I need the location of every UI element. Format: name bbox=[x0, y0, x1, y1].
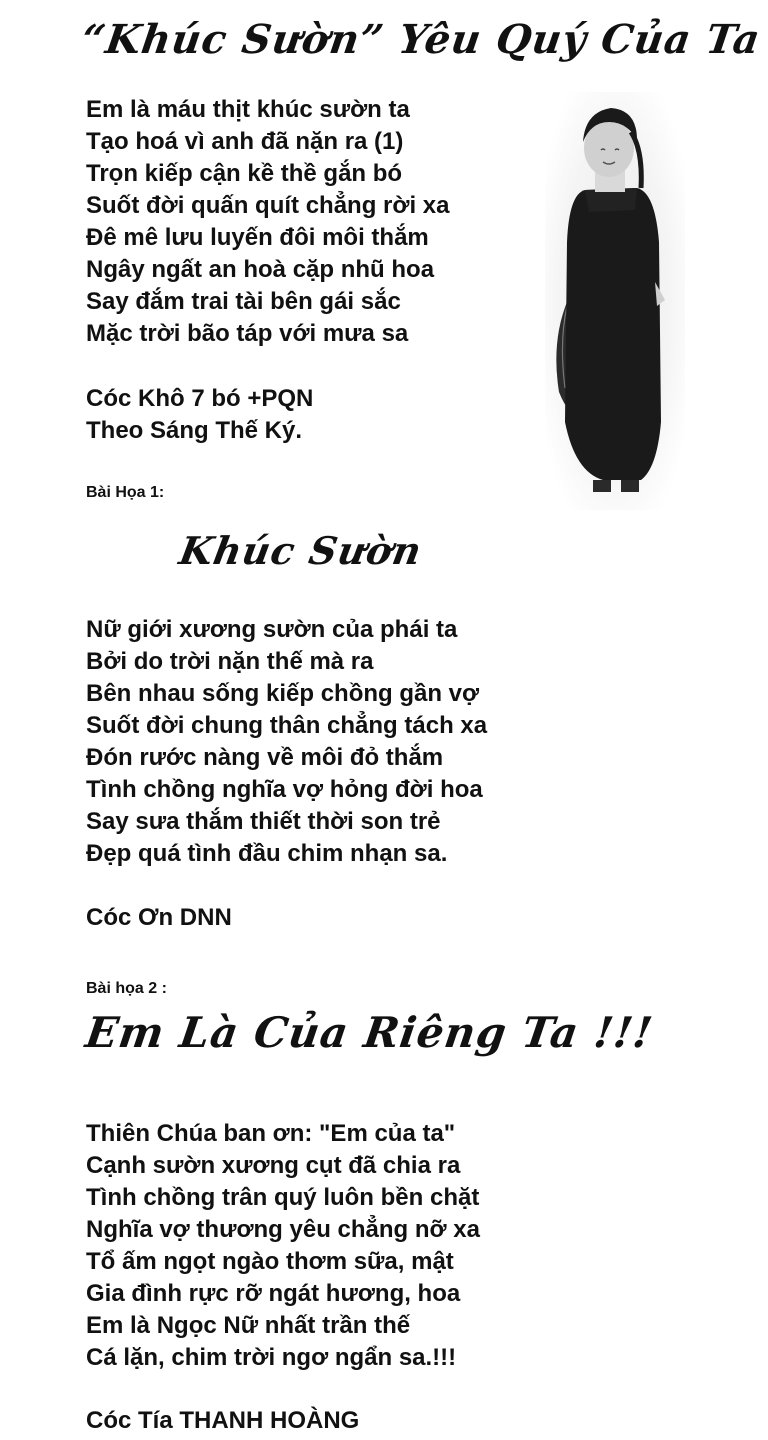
poem1-note: Theo Sáng Thế Ký. bbox=[86, 417, 303, 444]
poem2-author: Cóc Ơn DNN bbox=[86, 904, 232, 931]
poem2-stanza bbox=[86, 614, 487, 870]
poem-line: Bởi do trời nặn thế mà ra bbox=[86, 648, 374, 675]
poem1-author: Cóc Khô 7 bó +PQN bbox=[86, 385, 314, 412]
woman-illustration bbox=[545, 92, 685, 510]
poem-line: Nghĩa vợ thương yêu chẳng nỡ xa bbox=[86, 1216, 480, 1243]
poem-line: Tình chồng trân quý luôn bền chặt bbox=[86, 1184, 480, 1211]
poem-line: Mặc trời bão táp với mưa sa bbox=[86, 320, 409, 347]
poem-title: “Khúc Sườn” Yêu Quý Của Ta bbox=[78, 16, 764, 63]
poem-line: Em là máu thịt khúc sườn ta bbox=[86, 96, 410, 123]
poem-line: Tạo hoá vì anh đã nặn ra (1) bbox=[86, 128, 404, 155]
poem-line: Cá lặn, chim trời ngơ ngẩn sa.!!! bbox=[86, 1344, 457, 1371]
poem-line: Suốt đời chung thân chẳng tách xa bbox=[86, 712, 488, 739]
poem3-label: Bài họa 2 : bbox=[86, 980, 167, 997]
poem3-author: Cóc Tía THANH HOÀNG bbox=[86, 1407, 360, 1434]
poem3-title: Em Là Của Riêng Ta !!! bbox=[82, 1008, 657, 1057]
poem-line: Thiên Chúa ban ơn: "Em của ta" bbox=[86, 1120, 456, 1147]
poem3-stanza bbox=[86, 1118, 480, 1374]
poem-line: Tình chồng nghĩa vợ hỏng đời hoa bbox=[86, 776, 483, 803]
poem-line: Suốt đời quấn quít chẳng rời xa bbox=[86, 192, 450, 219]
poem-line: Cạnh sườn xương cụt đã chia ra bbox=[86, 1152, 461, 1179]
poem-line: Trọn kiếp cận kề thề gắn bó bbox=[86, 160, 403, 187]
poem-line: Gia đình rực rỡ ngát hương, hoa bbox=[86, 1280, 461, 1307]
poem-line: Đê mê lưu luyến đôi môi thắm bbox=[86, 224, 429, 251]
poem-line: Tổ ấm ngọt ngào thơm sữa, mật bbox=[86, 1248, 454, 1275]
poem2-title: Khúc Sườn bbox=[176, 528, 426, 573]
poem-line: Ngây ngất an hoà cặp nhũ hoa bbox=[86, 256, 435, 283]
poem-line: Đón rước nàng về môi đỏ thắm bbox=[86, 744, 444, 771]
poem-line: Đẹp quá tình đầu chim nhạn sa. bbox=[86, 840, 448, 867]
poem-line: Em là Ngọc Nữ nhất trần thế bbox=[86, 1312, 411, 1339]
poem-line: Nữ giới xương sườn của phái ta bbox=[86, 616, 458, 643]
poem-line: Bên nhau sống kiếp chồng gần vợ bbox=[86, 680, 480, 707]
poem-line: Say sưa thắm thiết thời son trẻ bbox=[86, 808, 441, 835]
poem-line: Say đắm trai tài bên gái sắc bbox=[86, 288, 401, 315]
poem1-stanza bbox=[86, 94, 449, 350]
woman-photo bbox=[545, 92, 685, 510]
poem2-label: Bài Họa 1: bbox=[86, 484, 165, 501]
